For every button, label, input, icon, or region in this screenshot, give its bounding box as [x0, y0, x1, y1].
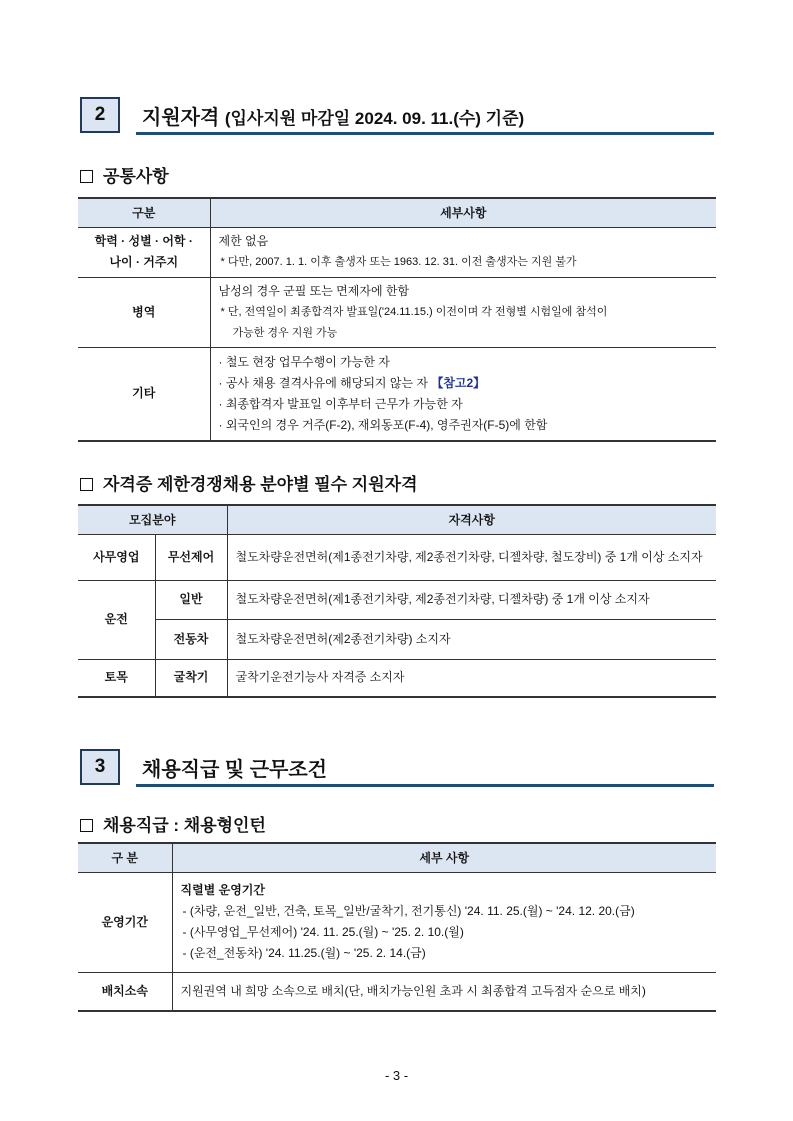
common-table [78, 197, 716, 442]
row-label: 기타 [78, 347, 210, 441]
subfield-label: 무선제어 [155, 534, 227, 580]
section-title-note: (입사지원 마감일 2024. 09. 11.(수) 기준) [224, 109, 525, 128]
field-label: 사무영업 [78, 534, 155, 580]
cell-note: * 단, 전역일이 최종합격자 발표일('24.11.15.) 이전이며 각 전형별 시험일에 참석이 [220, 305, 608, 318]
reference-link[interactable]: 【참고2】 [431, 375, 486, 390]
checkbox-icon [80, 819, 93, 832]
subheading-grade [80, 811, 266, 836]
cell-note: 가능한 경우 지원 가능 [232, 326, 338, 339]
header-cell: 구 분 [78, 843, 172, 872]
table-row [78, 619, 716, 659]
row-label: 나이 · 거주지 [109, 255, 179, 269]
subfield-label: 전동차 [155, 619, 227, 659]
table-row [78, 534, 716, 580]
checkbox-icon [80, 478, 93, 491]
header-cell: 세부 사항 [172, 843, 716, 872]
row-label: 병역 [78, 277, 210, 347]
cell-text: 철도차량운전면허(제1종전기차량, 제2종전기차량, 디젤차량) 중 1개 이상 소지자 [227, 580, 716, 619]
row-label: 배치소속 [78, 972, 172, 1011]
subfield-label: 굴착기 [155, 659, 227, 697]
table-row [78, 347, 716, 441]
header-cell: 세부사항 [210, 198, 716, 227]
cell-text: 남성의 경우 군필 또는 면제자에 한함 [218, 283, 410, 298]
table-row [78, 277, 716, 347]
table-row [78, 227, 716, 277]
divider [136, 132, 714, 135]
section-3-header [80, 749, 714, 787]
cell-text: - (운전_전동차) '24. 11.25.(월) ~ '25. 2. 14.(금) [182, 946, 426, 960]
section-title: 채용직급 및 근무조건 [142, 759, 327, 781]
cell-text: · 철도 현장 업무수행이 가능한 자 [218, 354, 390, 369]
cell-text: · 공사 채용 결격사유에 해당되지 않는 자 [218, 375, 428, 390]
table-row [78, 872, 716, 972]
row-label: 학력 · 성별 · 어학 · [94, 234, 193, 248]
header-cell: 모집분야 [78, 505, 227, 534]
field-label: 운전 [78, 580, 155, 659]
subheading-text: 공통사항 [103, 167, 169, 186]
table-row [78, 659, 716, 697]
cell-text: · 최종합격자 발표일 이후부터 근무가 가능한 자 [218, 396, 463, 411]
checkbox-icon [80, 170, 93, 183]
cell-text: 지원권역 내 희망 소속으로 배치(단, 배치가능인원 초과 시 최종합격 고득점자 순으로 배치) [172, 972, 716, 1011]
header-cell: 자격사항 [227, 505, 716, 534]
section-title: 지원자격 [142, 107, 220, 129]
field-label: 토목 [78, 659, 155, 697]
page-number: - 3 - [384, 1068, 409, 1083]
cell-text: - (사무영업_무선제어) '24. 11. 25.(월) ~ '25. 2. 10.(월) [182, 925, 464, 939]
subheading-license [80, 470, 418, 495]
cell-title: 직렬별 운영기간 [180, 883, 265, 897]
section-number: 3 [80, 749, 120, 785]
cell-text: 철도차량운전면허(제1종전기차량, 제2종전기차량, 디젤차량, 철도장비) 중 1개 이상 소지자 [227, 534, 716, 580]
license-table [78, 504, 716, 698]
subfield-label: 일반 [155, 580, 227, 619]
section-number: 2 [80, 97, 120, 133]
cell-text: 철도차량운전면허(제2종전기차량) 소지자 [227, 619, 716, 659]
subheading-text: 자격증 제한경쟁채용 분야별 필수 지원자격 [103, 475, 418, 494]
divider [136, 784, 714, 787]
subheading-common [80, 162, 169, 187]
cell-text: - (차량, 운전_일반, 건축, 토목_일반/굴착기, 전기통신) '24. 11. 25.(월) ~ '24. 12. 20.(금) [182, 904, 635, 918]
header-cell: 구분 [78, 198, 210, 227]
section-2-header [80, 97, 714, 135]
cell-text: 제한 없음 [218, 234, 269, 248]
cell-note: * 다만, 2007. 1. 1. 이후 출생자 또는 1963. 12. 31. 이전 출생자는 지원 불가 [220, 256, 577, 268]
table-row [78, 580, 716, 619]
table-row [78, 972, 716, 1011]
subheading-text: 채용직급 : 채용형인턴 [103, 816, 266, 835]
grade-table [78, 842, 716, 1012]
row-label: 운영기간 [78, 872, 172, 972]
cell-text: · 외국인의 경우 거주(F-2), 재외동포(F-4), 영주권자(F-5)에 한함 [218, 417, 548, 432]
cell-text: 굴착기운전기능사 자격증 소지자 [227, 659, 716, 697]
